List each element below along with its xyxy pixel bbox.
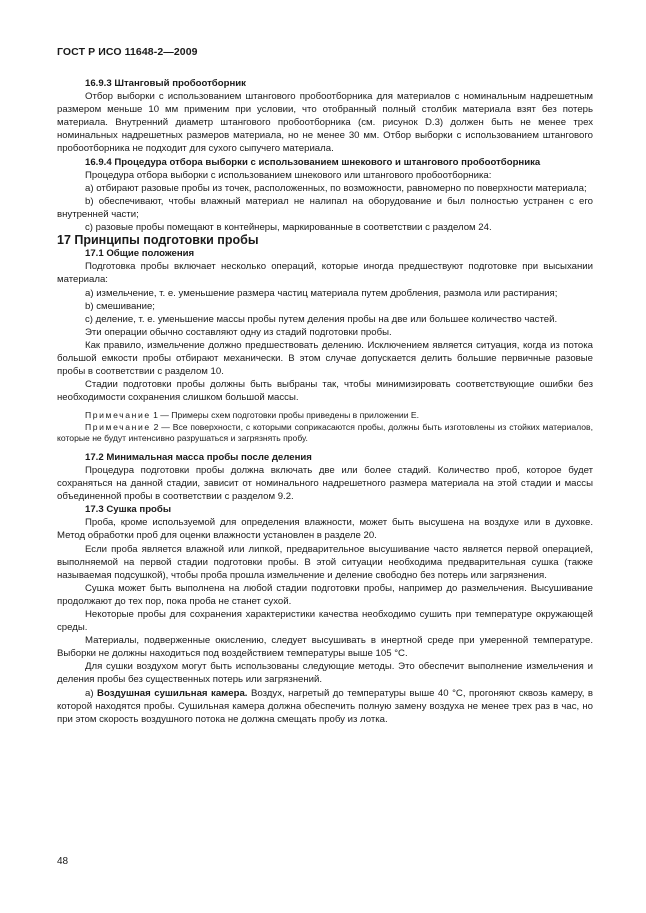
paragraph: Как правило, измельчение должно предшествовать делению. Исключением является ситуация, когда из потока большой емкости пробы отбирают механически. В этом случае допускается делить большие первичные разовые пробы в соответствии с разделом 10. <box>57 339 593 378</box>
note-label: Примечание <box>85 410 151 421</box>
section-16-9-4-heading: 16.9.4 Процедура отбора выборки с использованием шнекового и штангового пробоотборника <box>85 156 541 168</box>
page-content <box>57 77 593 726</box>
paragraph: Для сушки воздухом могут быть использованы следующие методы. Это обеспечит выполнение измельчения и деления пробы без существенных потерь или загрязнений. <box>57 661 593 686</box>
paragraph: Проба, кроме используемой для определения влажности, может быть высушена на воздухе или в духовке. Метод обработки проб для оценки влажности установлен в разделе 20. <box>57 517 593 542</box>
page-number: 48 <box>57 856 69 867</box>
list-item: b) обеспечивают, чтобы влажный материал не налипал на оборудование и был полностью устранен с его внутренней части; <box>57 195 593 220</box>
note-label: Примечание <box>85 421 151 432</box>
list-item: b) смешивание; <box>85 300 155 312</box>
section-17-1-intro: Подготовка пробы включает несколько операций, которые иногда предшествуют подготовке при высыхании материала: <box>57 261 593 286</box>
section-17-2-paragraph: Процедура подготовки пробы должна включать две или более стадий. Количество проб, которое будет сохраняться на данной стадии, зависит от номинального надрешетного размера материала на этой стадии и массы объединенной пробы в соответствии с разделом 9.2. <box>57 464 593 503</box>
paragraph: Материалы, подверженные окислению, следует высушивать в инертной среде при умеренной температуре. Выборки не должны находиться под воздействием температуры выше 105 °С. <box>57 635 593 660</box>
section-16-9-3-heading: 16.9.3 Штанговый пробоотборник <box>85 78 246 89</box>
paragraph: Если проба является влажной или липкой, предварительное высушивание часто является первой операцией, выполняемой на первой стадии подготовки пробы. В этой ситуации необходима предварительная сушка (также называемая подсушкой), чтобы проба прошла измельчение и деление свободно без потерь или загрязнения. <box>57 543 593 581</box>
note-2 <box>57 422 593 445</box>
section-17-3-heading: 17.3 Сушка пробы <box>85 504 172 516</box>
section-17-1-heading: 17.1 Общие положения <box>85 248 195 260</box>
section-16-9-4-intro: Процедура отбора выборки с использованием шнекового или штангового пробоотборника: <box>85 169 492 181</box>
note-text: 1 — Примеры схем подготовки пробы приведены в приложении Е. <box>150 410 420 421</box>
section-17-2-heading: 17.2 Минимальная масса пробы после деления <box>85 451 312 463</box>
list-item: a) измельчение, т. е. уменьшение размера частиц материала путем дробления, размола или растирания; <box>85 287 558 299</box>
item-text: Воздух, нагретый до температуры выше 40 °С, прогоняют сквозь камеру, в которой находятся пробы. Сушильная камера должна обеспечить полную замену воздуха не менее трех раз в час, но при этом скорость воздушного потока не должна смещать пробу из лотка. <box>57 687 594 725</box>
item-title: Воздушная сушильная камера. <box>97 687 248 699</box>
paragraph: Стадии подготовки пробы должны быть выбраны так, чтобы минимизировать соответствующие ошибки без необходимости сохранения слишком большой массы. <box>57 379 593 404</box>
paragraph-air-drying-chamber <box>57 687 593 726</box>
section-16-9-3-paragraph: Отбор выборки с использованием штангового пробоотборника для материалов с номинальным надрешетным размером меньше 10 мм применим при условии, что отобранный полный столбик материала взят без потерь материала. Внутренний диаметр штангового пробоотборника (см. рисунок D.3) должен быть не менее трех номинальных надрешетных размеров материала, но не менее 30 мм. Отбор выборки с использованием штангового пробоотборника не подходит для сухого сыпучего материала. <box>57 91 593 155</box>
paragraph: Некоторые пробы для сохранения характеристики качества необходимо сушить при температуре окружающей среды. <box>57 608 593 634</box>
list-item: a) отбирают разовые пробы из точек, расположенных, по возможности, равномерно по поверхности материала; <box>85 182 587 194</box>
paragraph: Сушка может быть выполнена на любой стадии подготовки пробы, например до размельчения. Высушивание продолжают до тех пор, пока проба не станет сухой. <box>57 582 593 607</box>
paragraph: Эти операции обычно составляют одну из стадий подготовки пробы. <box>85 326 392 338</box>
note-text: 2 — Все поверхности, с которыми соприкасаются пробы, должны быть изготовлены из стойких материалов, которые не будут интенсивно разрушаться и загрязнять пробу. <box>57 421 593 444</box>
list-item: c) деление, т. е. уменьшение массы пробы путем деления пробы на две или большее количество частей. <box>85 313 558 325</box>
document-header: ГОСТ Р ИСО 11648-2—2009 <box>57 46 198 58</box>
note-1 <box>57 410 593 422</box>
section-17-title: 17 Принципы подготовки пробы <box>57 233 259 248</box>
item-marker: a) <box>85 687 98 699</box>
list-item: c) разовые пробы помещают в контейнеры, маркированные в соответствии с разделом 24. <box>85 222 492 234</box>
